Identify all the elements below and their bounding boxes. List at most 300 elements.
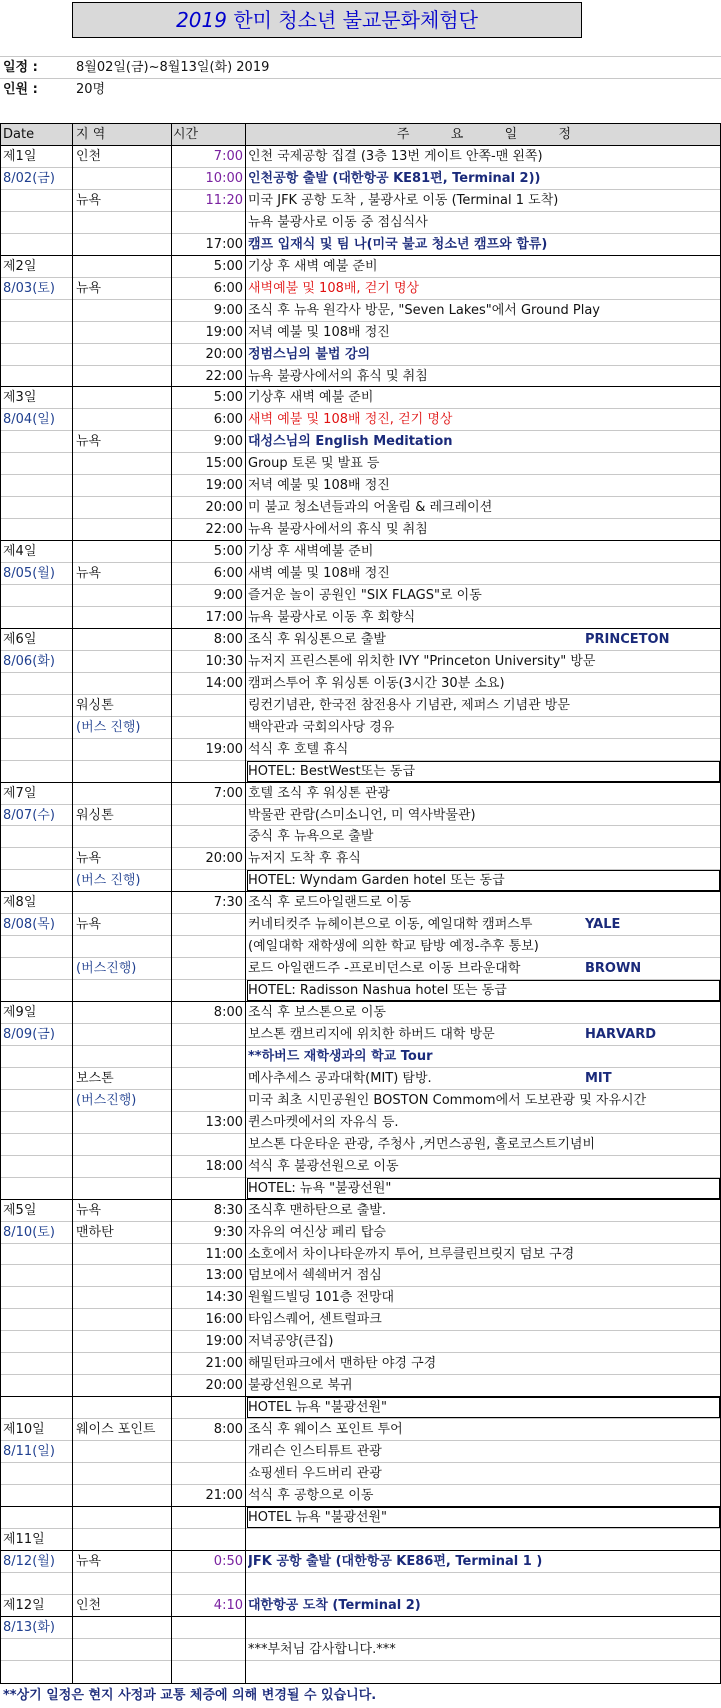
row-time: 13:00 [205,1115,243,1130]
row-activity: 보스톤 캠브리지에 위치한 하버드 대학 방문 [248,1027,495,1042]
row-activity: 즐거운 놀이 공원인 "SIX FLAGS"로 이동 [248,588,482,603]
row-region [76,1529,171,1551]
row-date [3,234,73,256]
row-date [3,1573,73,1595]
row-activity: 타임스퀘어, 센트럴파크 [248,1312,382,1327]
row-time: 0:50 [213,1554,243,1569]
row-date: 8/11(일) [3,1444,55,1459]
table-row [0,1352,721,1375]
row-region: 인천 [76,149,102,164]
table-row [0,1045,721,1068]
table-grid-line [72,123,73,1683]
row-region [76,300,171,322]
row-date [3,1463,73,1485]
row-time: 6:00 [213,566,243,581]
table-row [0,1418,721,1441]
table-row [0,562,721,585]
row-activity [248,1617,720,1639]
row-region [76,892,171,914]
row-activity: 쇼핑센터 우드버리 관광 [248,1466,382,1481]
row-region [76,826,171,848]
row-date: 제9일 [3,1005,37,1020]
row-date [3,1265,73,1287]
row-region [76,936,171,958]
row-time: 7:30 [213,895,243,910]
row-region [76,1485,171,1507]
row-time: 17:00 [205,237,243,252]
row-time [173,1507,244,1529]
row-activity: 미국 JFK 공항 도착 , 불광사로 이동 (Terminal 1 도착) [248,193,559,208]
row-region: 뉴욕 [76,193,102,208]
row-activity: 대한항공 도착 (Terminal 2) [248,1598,421,1613]
row-activity [248,1573,720,1595]
table-row [0,979,721,1002]
university-tag: BROWN [585,961,642,976]
row-date [3,431,73,453]
row-date: 제11일 [3,1532,45,1547]
row-region [76,1441,171,1463]
row-date: 8/12(월) [3,1554,55,1569]
row-date: 8/04(일) [3,412,55,427]
row-activity: 캠프 입재식 및 팀 나(미국 불교 청소년 캠프와 합류) [248,237,548,252]
row-region: (버스 진행) [76,873,141,888]
row-activity: 기상 후 새벽 예불 준비 [248,259,378,274]
row-date [3,1353,73,1375]
row-time: 9:00 [213,588,243,603]
row-region [76,761,171,783]
row-date: 제7일 [3,786,37,801]
row-region [76,1024,171,1046]
table-row [0,935,721,958]
table-row [0,1155,721,1178]
row-region: 뉴욕 [76,1203,102,1218]
row-activity: (예일대학 재학생에 의한 학교 탐방 예정-추후 통보) [248,939,539,954]
row-time [173,1463,244,1485]
row-region [76,1353,171,1375]
people-value: 20명 [76,82,106,97]
row-time [173,914,244,936]
table-row [0,1396,721,1419]
row-time [173,1178,244,1200]
table-row [0,321,721,344]
row-date: 8/05(월) [3,566,55,581]
row-time: 16:00 [205,1312,243,1327]
row-time: 10:30 [205,654,243,669]
row-date [3,607,73,629]
row-date: 8/03(토) [3,281,55,296]
table-row [0,738,721,761]
table-row [0,255,721,278]
table-row [0,1638,721,1661]
row-activity: 중식 후 뉴욕으로 출발 [248,829,374,844]
row-time: 5:00 [213,390,243,405]
table-row [0,891,721,914]
row-time: 8:00 [213,1422,243,1437]
row-region [76,1002,171,1024]
row-time: 22:00 [205,369,243,384]
table-grid-line [171,123,172,1683]
row-activity: 조식 후 보스톤으로 이동 [248,1005,386,1020]
table-row [0,804,721,827]
row-time: 22:00 [205,522,243,537]
row-date: 제12일 [3,1598,45,1613]
row-date [3,717,73,739]
row-date [3,322,73,344]
row-activity: HOTEL: Wyndam Garden hotel 또는 동급 [248,873,505,888]
table-row [0,1067,721,1090]
row-activity: 뉴욕 불광사에서의 휴식 및 취침 [248,522,428,537]
row-activity: 석식 후 불광선원으로 이동 [248,1159,399,1174]
row-region [76,629,171,651]
table-row [0,760,721,783]
table-row [0,628,721,651]
row-date [3,1156,73,1178]
row-time: 19:00 [205,742,243,757]
people-info-row [0,78,721,101]
row-activity: 기상후 새벽 예불 준비 [248,390,374,405]
row-region: 뉴욕 [76,1554,102,1569]
row-date [3,848,73,870]
row-activity: 소호에서 차이나타운까지 투어, 브루클린브릿지 덤보 구경 [248,1247,575,1262]
row-time: 19:00 [205,325,243,340]
row-activity: HOTEL: BestWest또는 동급 [248,764,416,779]
row-date [3,1244,73,1266]
table-row [0,584,721,607]
row-date [3,1090,73,1112]
row-region [76,585,171,607]
row-activity: HOTEL 뉴욕 "불광선원" [248,1510,387,1525]
row-date [3,958,73,980]
row-date [3,366,73,388]
row-region [76,1287,171,1309]
row-activity: 로드 아일랜드주 -프로비던스로 이동 브라운대학 [248,961,521,976]
row-time [173,717,244,739]
row-time: 19:00 [205,1334,243,1349]
table-row [0,365,721,388]
table-row [0,782,721,805]
row-activity [248,1661,720,1683]
row-region: 인천 [76,1598,102,1613]
row-region [76,783,171,805]
row-region [76,1617,171,1639]
row-activity: 조식 후 로드아일랜드로 이동 [248,895,412,910]
table-row [0,1264,721,1287]
row-region [76,168,171,190]
row-date [3,300,73,322]
row-region [76,1112,171,1134]
row-time [173,1661,244,1683]
table-row [0,1484,721,1507]
row-time [173,1573,244,1595]
table-row [0,299,721,322]
row-activity: 보스톤 다운타운 관광, 주청사 ,커먼스공원, 홀로코스트기념비 [248,1137,596,1152]
table-row [0,145,721,168]
row-activity: 대성스님의 English Meditation [248,434,453,449]
table-row [0,825,721,848]
row-date: 제10일 [3,1422,45,1437]
row-activity: 퀸스마켓에서의 자유식 등. [248,1115,399,1130]
row-region [76,1573,171,1595]
row-activity: HOTEL 뉴욕 "불광선원" [248,1400,387,1415]
row-time: 6:00 [213,412,243,427]
row-region: 뉴욕 [76,917,102,932]
row-date: 8/13(화) [3,1620,55,1635]
table-row [0,650,721,673]
row-time: 11:00 [205,1247,243,1262]
row-region [76,1331,171,1353]
row-activity: 조식 후 뉴욕 원각사 방문, "Seven Lakes"에서 Ground Play [248,303,600,318]
row-date [3,761,73,783]
row-time [173,1639,244,1661]
row-activity: 석식 후 공항으로 이동 [248,1488,374,1503]
table-row [0,1023,721,1046]
row-region [76,1507,171,1529]
row-date [3,936,73,958]
row-date [3,1397,73,1419]
row-date [3,1331,73,1353]
row-region: 워싱톤 [76,808,114,823]
row-activity: 저녁공양(큰집) [248,1334,334,1349]
table-row [0,474,721,497]
footer-note: **상기 일정은 현지 사정과 교통 체증에 의해 변경될 수 있습니다. [3,1688,377,1703]
row-date [3,1375,73,1397]
row-activity: 백악관과 국회의사당 경유 [248,720,395,735]
row-time [173,1529,244,1551]
row-activity: 메사추세스 공과대학(MIT) 탐방. [248,1071,432,1086]
row-date [3,1112,73,1134]
row-activity: 미국 최초 시민공원인 BOSTON Commom에서 도보관광 및 자유시간 [248,1093,647,1108]
row-activity: 인천 국제공항 집결 (3층 13번 게이트 안쪽-맨 왼쪽) [248,149,543,164]
row-date [3,695,73,717]
row-time: 9:00 [213,303,243,318]
row-activity: 뉴욕 불광사로 이동 후 회향식 [248,610,416,625]
row-time: 18:00 [205,1159,243,1174]
row-time: 14:00 [205,676,243,691]
row-time: 11:20 [205,193,243,208]
row-region [76,212,171,234]
row-region [76,1178,171,1200]
table-row [0,386,721,409]
table-row [0,1330,721,1353]
row-date [3,212,73,234]
row-date [3,1178,73,1200]
row-time [173,826,244,848]
row-region [76,1397,171,1419]
row-activity: 정범스님의 불법 강의 [248,347,371,362]
row-activity: **하버드 재학생과의 학교 Tour [248,1049,433,1064]
hotel-box [247,1397,720,1418]
row-time: 5:00 [213,259,243,274]
row-date [3,826,73,848]
row-time: 9:00 [213,434,243,449]
table-row [0,606,721,629]
row-region [76,1134,171,1156]
row-activity: 덤보에서 쉑쉑버거 점심 [248,1268,382,1283]
row-time: 17:00 [205,610,243,625]
table-row [0,189,721,212]
table-row [0,452,721,475]
row-region: 뉴욕 [76,281,102,296]
table-row [0,672,721,695]
row-date [3,475,73,497]
row-date [3,190,73,212]
row-date: 8/07(수) [3,808,55,823]
table-row [0,1199,721,1222]
row-time: 21:00 [205,1488,243,1503]
table-grid-line [0,123,1,1683]
row-activity [248,1529,720,1551]
row-region: 워싱톤 [76,698,114,713]
row-activity-extra: 또는 동급 [360,764,416,779]
row-time: 4:10 [213,1598,243,1613]
row-time: 9:30 [213,1225,243,1240]
row-activity: 조식후 맨하탄으로 출발. [248,1203,386,1218]
row-time [173,870,244,892]
table-row [0,1286,721,1309]
header-region: 지 역 [76,127,106,142]
page-title [73,3,581,37]
row-activity: 호텔 조식 후 워싱톤 관광 [248,786,391,801]
table-row [0,1133,721,1156]
row-activity: 저녁 예불 및 108배 정진 [248,325,390,340]
row-date [3,1485,73,1507]
row-region [76,387,171,409]
table-row [0,211,721,234]
row-date: 제6일 [3,632,37,647]
row-time: 19:00 [205,478,243,493]
schedule-value: 8월02일(금)~8월13일(화) 2019 [76,60,270,75]
row-date [3,519,73,541]
row-time [173,980,244,1002]
schedule-info-row [0,56,721,79]
table-row [0,957,721,980]
table-row [0,1177,721,1200]
table-row [0,1594,721,1617]
row-region [76,1661,171,1683]
table-row [0,496,721,519]
table-row [0,1089,721,1112]
row-time [173,212,244,234]
row-region: 보스톤 [76,1071,114,1086]
row-date [3,1507,73,1529]
table-row [0,1243,721,1266]
row-time: 20:00 [205,1378,243,1393]
row-activity: HOTEL: Radisson Nashua hotel 또는 동급 [248,983,507,998]
row-date [3,739,73,761]
row-activity: 조식 후 워싱톤으로 출발 [248,632,386,647]
row-activity: 새벽예불 및 108배, 걷기 명상 [248,281,420,296]
university-tag: PRINCETON [585,632,670,647]
row-time: 7:00 [213,786,243,801]
row-activity: 뉴저지 도착 후 휴식 [248,851,361,866]
row-region: 웨이스 포인트 [76,1422,156,1437]
schedule-label: 일정 : [3,60,38,75]
table-row [0,694,721,717]
row-time [173,1046,244,1068]
title-banner [72,2,582,38]
row-time: 14:30 [205,1290,243,1305]
row-activity: 박물관 관람(스미소니언, 미 역사박물관) [248,808,476,823]
table-row [0,233,721,256]
people-label: 인원 : [3,82,38,97]
table-row [0,167,721,190]
row-activity: 해밀턴파크에서 맨하탄 야경 구경 [248,1356,437,1371]
title-main: 한미 청소년 불교문화체험단 [233,8,478,32]
row-region [76,453,171,475]
row-time [173,1068,244,1090]
row-date: 제8일 [3,895,37,910]
row-region: (버스 진행) [76,720,141,735]
row-date: 제1일 [3,149,37,164]
row-region [76,1375,171,1397]
table-row [0,1528,721,1551]
row-time: 8:30 [213,1203,243,1218]
row-date [3,1287,73,1309]
university-tag: HARVARD [585,1027,656,1042]
hotel-box [247,761,720,782]
row-date [3,1309,73,1331]
row-region [76,344,171,366]
row-region [76,739,171,761]
row-activity: Group 토론 및 발표 등 [248,456,380,471]
header-date: Date [3,127,35,142]
row-region: 맨하탄 [76,1225,114,1240]
row-time: 6:00 [213,281,243,296]
row-time: 20:00 [205,500,243,515]
row-time: 20:00 [205,851,243,866]
row-date [3,1639,73,1661]
table-row [0,408,721,431]
row-date [3,1661,73,1683]
row-region [76,322,171,344]
row-date [3,1046,73,1068]
row-region [76,475,171,497]
row-activity: 불광선원으로 북귀 [248,1378,353,1393]
row-date: 8/06(화) [3,654,55,669]
row-region [76,1463,171,1485]
row-time [173,1397,244,1419]
table-row [0,1506,721,1529]
row-time [173,1024,244,1046]
row-activity: 인천공항 출발 (대한항공 KE81편, Terminal 2)) [248,171,541,186]
row-activity: 미 불교 청소년들과의 어울림 & 레크레이션 [248,500,493,515]
university-tag: MIT [585,1071,612,1086]
row-region [76,1244,171,1266]
row-activity: 석식 후 호텔 휴식 [248,742,349,757]
row-activity: 커네티컷주 뉴헤이븐으로 이동, 예일대학 캠퍼스투 [248,917,533,932]
table-row [0,847,721,870]
row-region [76,607,171,629]
row-date [3,453,73,475]
row-region: (버스진행) [76,1093,137,1108]
row-time: 10:00 [205,171,243,186]
row-date [3,980,73,1002]
table-row [0,1462,721,1485]
table-row [0,1660,721,1683]
row-activity: 조식 후 웨이스 포인트 투어 [248,1422,403,1437]
row-region: 뉴욕 [76,434,102,449]
row-time [173,958,244,980]
row-activity: 새벽 예불 및 108배 정진 [248,566,390,581]
hotel-box [247,870,720,891]
row-region [76,366,171,388]
table-grid-line [245,123,246,1683]
hotel-box [247,1178,720,1199]
table-row [0,1616,721,1639]
row-region [76,1156,171,1178]
row-time [173,1441,244,1463]
table-row [0,1374,721,1397]
